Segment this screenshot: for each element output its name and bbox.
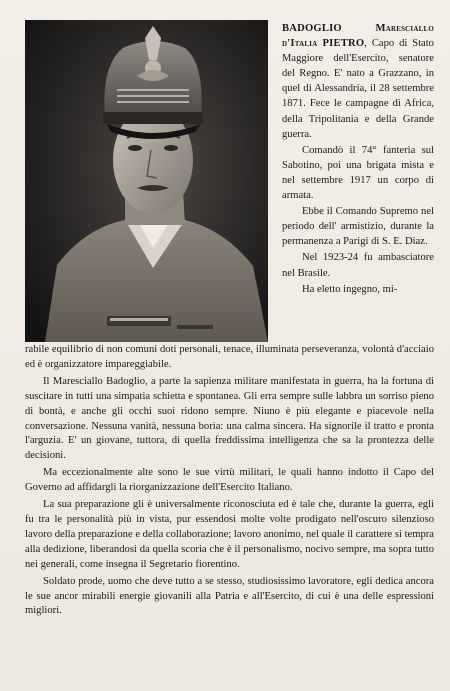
bio-command-paragraph: Comandò il 74° fanteria sul Sabotino, poi una brigata mista e nel settembre 1917 un corpo di armata. — [282, 144, 434, 202]
bio-ambassador-paragraph: Nel 1923-24 fu ambasciatore nel Brasile. — [282, 252, 434, 279]
portrait-photo — [25, 20, 268, 342]
biography-main-column — [25, 343, 434, 621]
bio-character-paragraph: Il Maresciallo Badoglio, a parte la sapienza militare manifestata in guerra, ha la fortuna di suscitare in tutti una simpatia schietta e spontanea. Gli erra sempre sulle labbra un sorriso pieno di bontà, e anche gli occhi suoi ridono sempre. Niuno è più elegante e piacevole nella conversazione. Nessuna vanità, nessuna boria: una calma sincera. Ha signorile il tratto e pronta l'arguzia. E' un giovane, tuttora, di quella freddissima intelligenza che sa la prontezza delle decisioni. — [25, 375, 434, 462]
biography-side-column — [282, 21, 434, 297]
bio-intro-text: , Capo di Stato Maggiore dell'Esercito, senatore del Regno. E' nato a Grazzano, in quel di Alessandria, il 28 settembre 1871. Fece le campagne di Africa, della Tripolitania e della Grande guerra. — [282, 38, 434, 140]
person-name: BADOGLIO Maresciallo d'Italia PIETRO — [282, 23, 434, 50]
bio-preparation-paragraph: La sua preparazione gli è universalmente riconosciuta ed è tale che, durante la guerra, egli fu tra le personalità più in vista, pur essendosi molte volte prodigato nell'oscuro silenzioso lavoro della preparazione e della collaborazione; lavoro anonimo, nel quale il carattere si tempra alla dedizione, liberandosi da quella scoria che è il personalismo, nocivo sempre, ma sopra tutto nei generali, come insegna il Segretario fiorentino. — [25, 499, 434, 570]
bio-soldier-paragraph: Soldato prode, uomo che deve tutto a se stesso, studiosissimo lavoratore, egli dedica ancora le sue ancor mirabili energie giovanili alla Patria e all'Esercito, di cui è una delle espressioni migliori. — [25, 575, 434, 617]
bio-ingegno-continuation: rabile equilibrio di non comuni doti personali, tenace, illuminata perseveranza, volontà d'acciaio ed è organizzatore impareggiabile. — [25, 344, 434, 370]
bio-ingegno-start: Ha eletto ingegno, mi- — [302, 283, 398, 295]
bio-virtues-paragraph: Ma eccezionalmente alte sono le sue virtù militari, le quali hanno indotto il Capo del Governo ad affidargli la riorganizzazione dell'Esercito Italiano. — [25, 467, 434, 494]
portrait-image — [25, 20, 268, 342]
bio-intro-paragraph — [282, 21, 434, 142]
bio-supreme-command-paragraph: Ebbe il Comando Supremo nel periodo dell' armistizio, durante la permanenza a Parigi di S. E. Diaz. — [282, 206, 434, 248]
